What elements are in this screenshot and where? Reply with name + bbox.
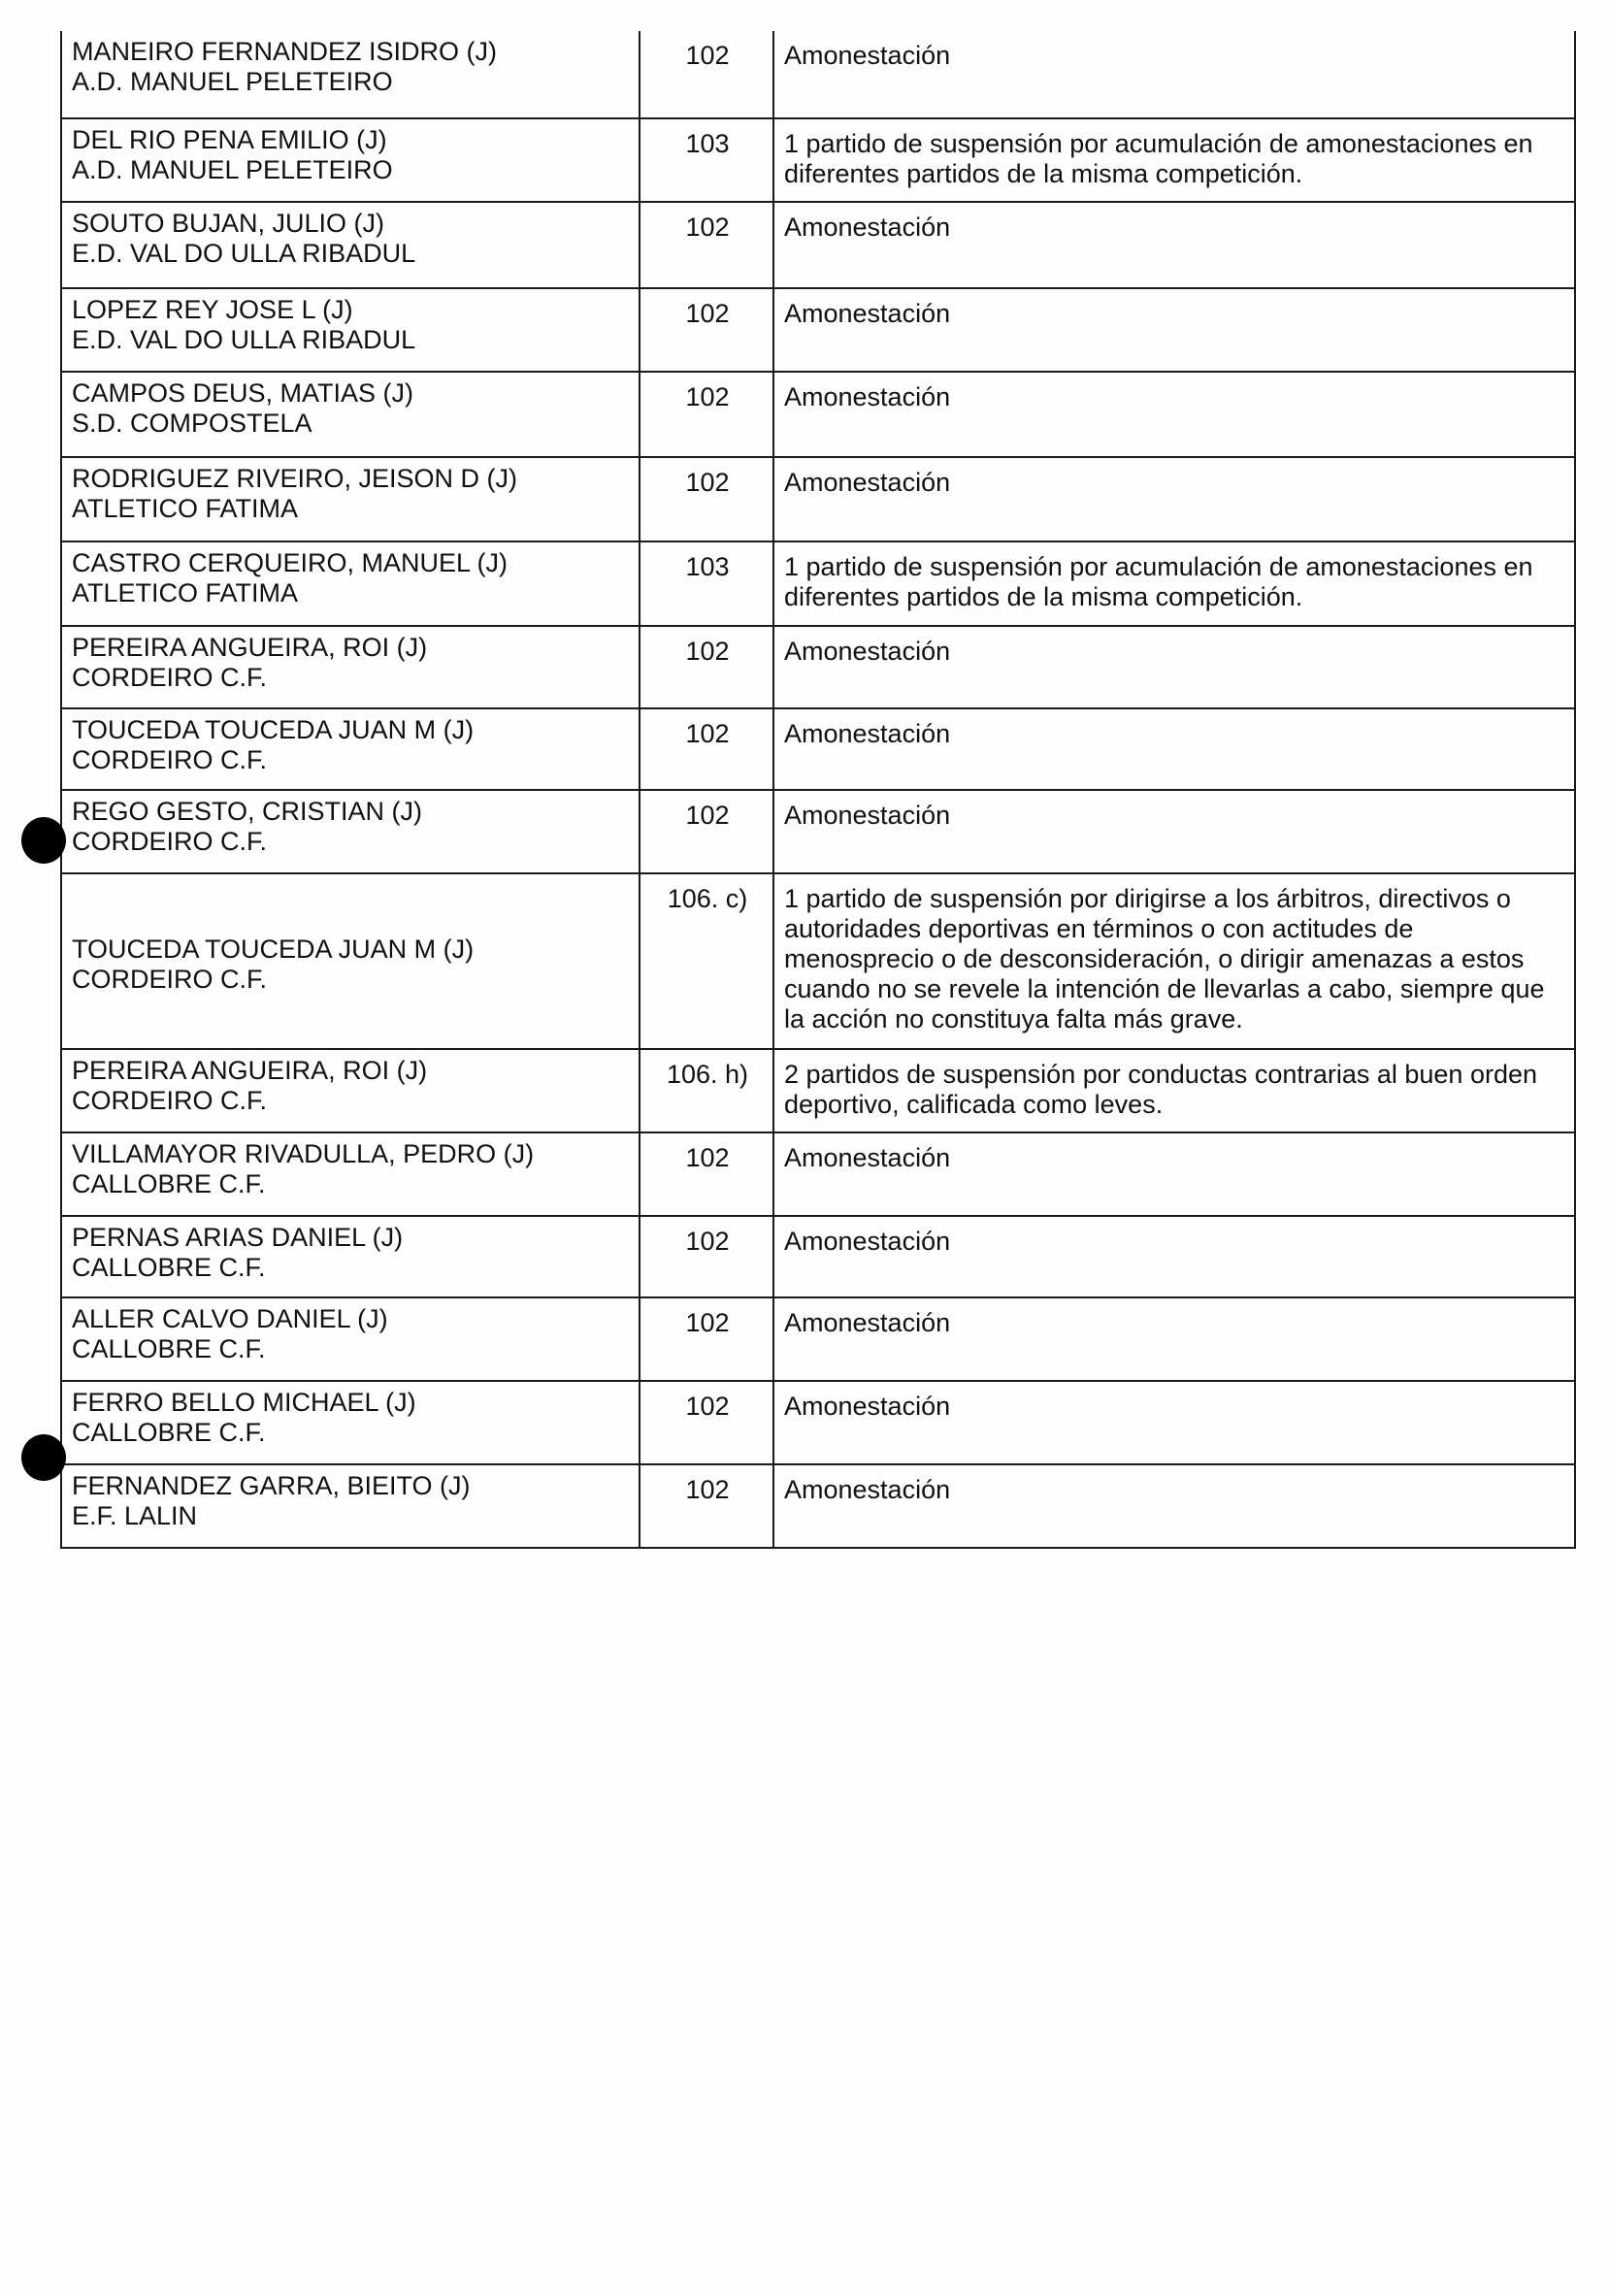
player-name: CAMPOS DEUS, MATIAS (J) xyxy=(72,378,414,408)
sanction-cell: 1 partido de suspensión por acumulación de amonestaciones en diferentes partidos de la misma competición. xyxy=(773,118,1575,202)
player-name: TOUCEDA TOUCEDA JUAN M (J) xyxy=(72,934,475,964)
player-cell xyxy=(61,1049,640,1132)
player-cell xyxy=(61,626,640,708)
club-name: ATLETICO FATIMA xyxy=(72,494,299,523)
player-name: MANEIRO FERNANDEZ ISIDRO (J) xyxy=(72,37,498,66)
article-cell: 103 xyxy=(640,541,773,626)
sanction-cell: Amonestación xyxy=(773,31,1575,118)
player-name: RODRIGUEZ RIVEIRO, JEISON D (J) xyxy=(72,464,518,493)
club-name: ATLETICO FATIMA xyxy=(72,578,299,607)
table-row xyxy=(61,31,1575,118)
player-name: FERRO BELLO MICHAEL (J) xyxy=(72,1388,416,1417)
player-name: FERNANDEZ GARRA, BIEITO (J) xyxy=(72,1471,471,1500)
article-cell: 102 xyxy=(640,790,773,873)
table-row xyxy=(61,1132,1575,1216)
club-name: E.D. VAL DO ULLA RIBADUL xyxy=(72,239,416,268)
sanction-cell: 1 partido de suspensión por acumulación de amonestaciones en diferentes partidos de la misma competición. xyxy=(773,541,1575,626)
club-name: CORDEIRO C.F. xyxy=(72,964,268,994)
article-cell: 102 xyxy=(640,202,773,288)
club-name: CALLOBRE C.F. xyxy=(72,1169,266,1198)
sanction-cell: Amonestación xyxy=(773,1464,1575,1548)
article-cell: 106. c) xyxy=(640,873,773,1049)
sanction-cell: 1 partido de suspensión por dirigirse a los árbitros, directivos o autoridades deportivas en términos o con actitudes de menosprecio o de desconsideración, o dirigir amenazas a estos cuando no se revele la intención de llevarlas a cabo, siempre que la acción no constituya falta más grave. xyxy=(773,873,1575,1049)
article-cell: 102 xyxy=(640,372,773,457)
club-name: E.F. LALIN xyxy=(72,1501,198,1530)
article-cell: 106. h) xyxy=(640,1049,773,1132)
sanctions-table xyxy=(60,31,1576,1549)
club-name: CORDEIRO C.F. xyxy=(72,745,268,774)
table-row xyxy=(61,202,1575,288)
club-name: CALLOBRE C.F. xyxy=(72,1334,266,1363)
club-name: CORDEIRO C.F. xyxy=(72,1086,268,1115)
club-name: E.D. VAL DO ULLA RIBADUL xyxy=(72,325,416,354)
player-name: CASTRO CERQUEIRO, MANUEL (J) xyxy=(72,548,509,577)
table-row xyxy=(61,1297,1575,1381)
table-row xyxy=(61,626,1575,708)
table-row xyxy=(61,708,1575,790)
table-row xyxy=(61,288,1575,372)
sanction-cell: Amonestación xyxy=(773,1297,1575,1381)
player-name: LOPEZ REY JOSE L (J) xyxy=(72,295,353,324)
sanction-cell: 2 partidos de suspensión por conductas contrarias al buen orden deportivo, calificada como leves. xyxy=(773,1049,1575,1132)
article-cell: 102 xyxy=(640,31,773,118)
article-cell: 102 xyxy=(640,626,773,708)
article-cell: 102 xyxy=(640,288,773,372)
player-cell xyxy=(61,372,640,457)
table-row xyxy=(61,790,1575,873)
sanction-cell: Amonestación xyxy=(773,1381,1575,1464)
sanction-cell: Amonestación xyxy=(773,708,1575,790)
player-name: PEREIRA ANGUEIRA, ROI (J) xyxy=(72,1056,428,1085)
sanction-cell: Amonestación xyxy=(773,626,1575,708)
table-row xyxy=(61,1216,1575,1297)
redaction-dot xyxy=(21,817,66,864)
redaction-dot xyxy=(21,1434,66,1481)
player-cell xyxy=(61,1381,640,1464)
article-cell: 103 xyxy=(640,118,773,202)
article-cell: 102 xyxy=(640,1132,773,1216)
club-name: CALLOBRE C.F. xyxy=(72,1253,266,1282)
player-cell xyxy=(61,457,640,541)
player-name: REGO GESTO, CRISTIAN (J) xyxy=(72,797,423,826)
club-name: CORDEIRO C.F. xyxy=(72,827,268,856)
sanction-cell: Amonestación xyxy=(773,372,1575,457)
sanction-cell: Amonestación xyxy=(773,790,1575,873)
player-name: PEREIRA ANGUEIRA, ROI (J) xyxy=(72,633,428,662)
table-row xyxy=(61,541,1575,626)
club-name: CALLOBRE C.F. xyxy=(72,1418,266,1447)
player-cell xyxy=(61,1132,640,1216)
club-name: CORDEIRO C.F. xyxy=(72,663,268,692)
player-cell xyxy=(61,790,640,873)
player-cell xyxy=(61,118,640,202)
article-cell: 102 xyxy=(640,457,773,541)
player-cell xyxy=(61,288,640,372)
table-row xyxy=(61,372,1575,457)
player-cell xyxy=(61,202,640,288)
club-name: A.D. MANUEL PELETEIRO xyxy=(72,67,393,96)
sanction-cell: Amonestación xyxy=(773,1216,1575,1297)
table-row xyxy=(61,1381,1575,1464)
player-name: SOUTO BUJAN, JULIO (J) xyxy=(72,209,385,238)
club-name: S.D. COMPOSTELA xyxy=(72,409,312,438)
player-cell xyxy=(61,541,640,626)
article-cell: 102 xyxy=(640,708,773,790)
table-row xyxy=(61,457,1575,541)
player-name: PERNAS ARIAS DANIEL (J) xyxy=(72,1223,404,1252)
player-name: VILLAMAYOR RIVADULLA, PEDRO (J) xyxy=(72,1139,535,1168)
sanction-cell: Amonestación xyxy=(773,1132,1575,1216)
article-cell: 102 xyxy=(640,1297,773,1381)
player-cell xyxy=(61,708,640,790)
player-name: ALLER CALVO DANIEL (J) xyxy=(72,1304,388,1333)
article-cell: 102 xyxy=(640,1464,773,1548)
sanction-cell: Amonestación xyxy=(773,457,1575,541)
player-cell xyxy=(61,31,640,118)
article-cell: 102 xyxy=(640,1381,773,1464)
table-row xyxy=(61,1464,1575,1548)
article-cell: 102 xyxy=(640,1216,773,1297)
player-cell xyxy=(61,873,640,1049)
table-row xyxy=(61,1049,1575,1132)
player-cell xyxy=(61,1297,640,1381)
player-name: DEL RIO PENA EMILIO (J) xyxy=(72,125,387,154)
player-name: TOUCEDA TOUCEDA JUAN M (J) xyxy=(72,715,475,744)
sanction-cell: Amonestación xyxy=(773,202,1575,288)
table-row xyxy=(61,118,1575,202)
player-cell xyxy=(61,1464,640,1548)
table-row xyxy=(61,873,1575,1049)
player-cell xyxy=(61,1216,640,1297)
sanction-cell: Amonestación xyxy=(773,288,1575,372)
club-name: A.D. MANUEL PELETEIRO xyxy=(72,155,393,184)
